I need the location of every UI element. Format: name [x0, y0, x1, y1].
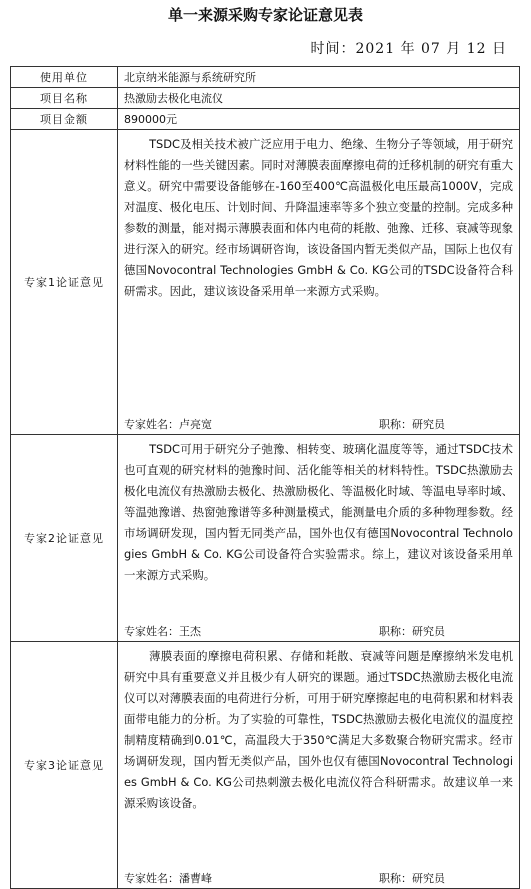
- expert-3-opinion: 薄膜表面的摩擦电荷积累、存储和耗散、衰减等问题是摩擦纳米发电机研究中具有重要意义并且极少有人研究的课题。通过TSDC热激励去极化电流仪可以对薄膜表面的电荷进行分析，可用于研究摩擦起电的电荷积累和材料表面带电能力的分析。为了实验的可靠性，TSDC热激励去极化电流仪的温度控制精度精确到0.01℃，高温段大于350℃满足大多数聚合物研究需求。经市场调研发现，国内暂无类似产品，国外也仅有德国Novocontral Technologies GmbH & Co. KG公司热刺激去极化电流仪符合科研需求。故建议单一来源采购该设备。: [124, 649, 513, 810]
- project-value: 热激励去极化电流仪: [118, 88, 520, 109]
- expert-2-label: 专家2论证意见: [11, 435, 118, 642]
- expert-1-title-label: 职称：: [379, 418, 412, 431]
- expert-3-signature: [124, 870, 445, 886]
- row-expert-2: [11, 435, 520, 642]
- expert-1-title: 研究员: [412, 418, 445, 431]
- expert-3-label: 专家3论证意见: [11, 642, 118, 889]
- expert-1-name-label: 专家姓名：: [124, 418, 179, 431]
- row-amount: [11, 109, 520, 130]
- amount-label: 项目金额: [11, 109, 118, 130]
- expert-2-title-label: 职称：: [379, 625, 412, 638]
- page-title: 单一来源采购专家论证意见表: [167, 6, 363, 24]
- expert-1-signature: [124, 416, 445, 432]
- expert-2-title: 研究员: [412, 625, 445, 638]
- expert-1-cell: [118, 130, 520, 435]
- expert-1-opinion: TSDC及相关技术被广泛应用于电力、绝缘、生物分子等领域，用于研究材料性能的一些关键因素。同时对薄膜表面摩擦电荷的迁移机制的研究有重大意义。研究中需要设备能够在-160至400℃高温极化电压最高1000V，完成对温度、极化电压、计划时间、升降温速率等多个独立变量的控制。完成多种参数的测量，能对揭示薄膜表面和体内电荷的耗散、弛豫、迁移、衰减等现象进行深入的研究。经市场调研咨询，该设备国内暂无类似产品，国际上也仅有德国Novocontral Technologies GmbH & Co. KG公司的TSDC设备符合科研需求。因此，建议该设备采用单一来源方式采购。: [124, 137, 513, 298]
- expert-2-opinion: TSDC可用于研究分子弛豫、相转变、玻璃化温度等等，通过TSDC技术也可直观的研究材料的弛豫时间、活化能等相关的材料特性。TSDC热激励去极化电流仪有热激励去极化、热激励极化、等温极化时域、等温电导率时域、等温弛豫谱、热窗弛豫谱等多种测量模式，能测量电介质的多种物理参数。经市场调研发现，国内暂无同类产品，国外也仅有德国Novocontral Technologies GmbH & Co. KG公司设备符合实验需求。综上，建议对该设备采用单一来源方式采购。: [124, 442, 513, 582]
- row-expert-1: [11, 130, 520, 435]
- expert-2-cell: [118, 435, 520, 642]
- opinion-table: [10, 66, 520, 889]
- expert-2-name: 王杰: [179, 625, 201, 638]
- expert-3-title: 研究员: [412, 872, 445, 885]
- row-expert-3: [11, 642, 520, 889]
- expert-2-name-label: 专家姓名：: [124, 625, 179, 638]
- expert-3-title-label: 职称：: [379, 872, 412, 885]
- unit-value: 北京纳米能源与系统研究所: [118, 67, 520, 88]
- expert-3-name-label: 专家姓名：: [124, 872, 179, 885]
- expert-2-signature: [124, 623, 445, 639]
- row-unit: [11, 67, 520, 88]
- date-line: 时间：2021 年 07 月 12 日: [310, 41, 507, 57]
- project-label: 项目名称: [11, 88, 118, 109]
- row-project: [11, 88, 520, 109]
- expert-1-label: 专家1论证意见: [11, 130, 118, 435]
- amount-value: 890000元: [118, 109, 520, 130]
- expert-3-cell: [118, 642, 520, 889]
- expert-3-name: 潘曹峰: [179, 872, 212, 885]
- unit-label: 使用单位: [11, 67, 118, 88]
- expert-1-name: 卢亮宽: [179, 418, 212, 431]
